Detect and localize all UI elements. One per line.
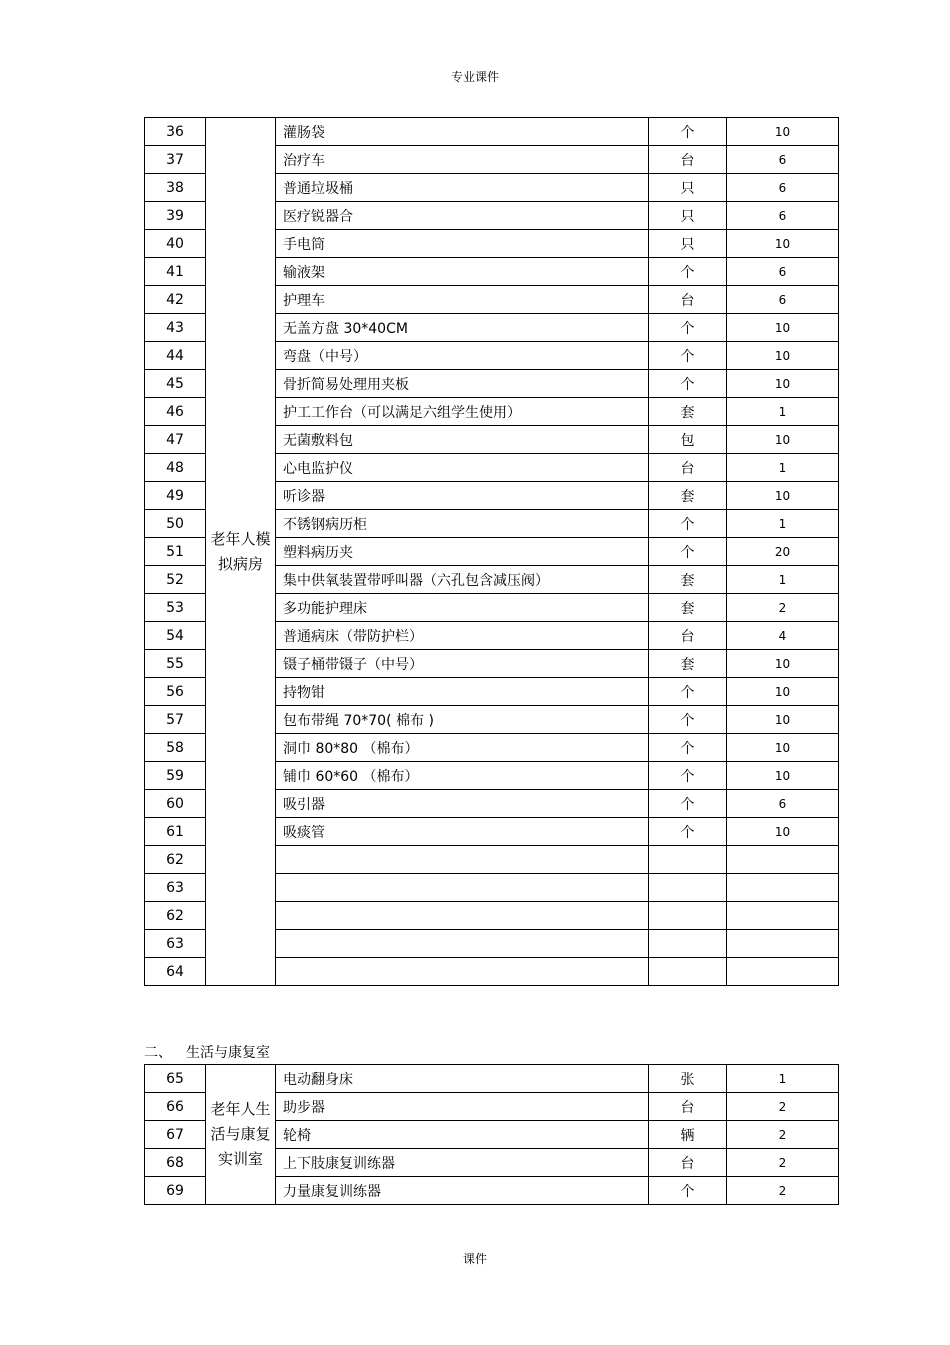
item-name: 心电监护仪 [276,454,649,482]
item-name: 铺巾 60*60 （棉布） [276,762,649,790]
page-header: 专业课件 [450,70,499,84]
row-number: 56 [145,678,206,706]
item-name: 不锈钢病历柜 [276,510,649,538]
item-unit [649,930,727,958]
item-name: 包布带绳 70*70( 棉布 ) [276,706,649,734]
row-number: 68 [145,1149,206,1177]
room-name: 老年人生活与康复实训室 [206,1065,276,1205]
item-unit: 只 [649,230,727,258]
item-name: 无盖方盘 30*40CM [276,314,649,342]
item-name: 多功能护理床 [276,594,649,622]
item-unit: 个 [649,370,727,398]
row-number: 59 [145,762,206,790]
item-quantity: 10 [727,650,839,678]
item-quantity [727,874,839,902]
item-quantity: 10 [727,818,839,846]
item-quantity: 6 [727,790,839,818]
item-quantity: 10 [727,230,839,258]
item-name [276,930,649,958]
row-number: 40 [145,230,206,258]
item-unit: 台 [649,1149,727,1177]
row-number: 49 [145,482,206,510]
row-number: 44 [145,342,206,370]
item-name: 上下肢康复训练器 [276,1149,649,1177]
item-name: 治疗车 [276,146,649,174]
item-quantity: 1 [727,1065,839,1093]
item-unit: 台 [649,286,727,314]
item-unit: 个 [649,762,727,790]
item-unit: 套 [649,398,727,426]
item-unit: 张 [649,1065,727,1093]
item-unit: 个 [649,258,727,286]
item-unit: 套 [649,594,727,622]
item-unit: 个 [649,818,727,846]
item-quantity: 1 [727,566,839,594]
item-name: 护工工作台（可以满足六组学生使用） [276,398,649,426]
item-unit: 台 [649,622,727,650]
item-name: 洞巾 80*80 （棉布） [276,734,649,762]
item-quantity: 2 [727,1093,839,1121]
item-unit: 只 [649,174,727,202]
item-name [276,958,649,986]
item-unit: 个 [649,706,727,734]
item-name: 塑料病历夹 [276,538,649,566]
item-quantity: 10 [727,370,839,398]
equipment-table-rehab [144,1064,839,1205]
item-quantity [727,958,839,986]
item-quantity: 10 [727,762,839,790]
table-row [145,118,839,146]
item-unit: 台 [649,454,727,482]
item-unit: 套 [649,566,727,594]
item-unit: 台 [649,1093,727,1121]
row-number: 53 [145,594,206,622]
item-name: 普通垃圾桶 [276,174,649,202]
item-name: 听诊器 [276,482,649,510]
item-unit: 套 [649,482,727,510]
item-name [276,846,649,874]
item-name: 集中供氧装置带呼叫器（六孔包含减压阀） [276,566,649,594]
item-quantity: 2 [727,594,839,622]
item-quantity: 6 [727,258,839,286]
row-number: 45 [145,370,206,398]
row-number: 39 [145,202,206,230]
item-quantity: 2 [727,1121,839,1149]
row-number: 41 [145,258,206,286]
row-number: 55 [145,650,206,678]
item-quantity [727,930,839,958]
item-quantity: 10 [727,314,839,342]
row-number: 63 [145,874,206,902]
row-number: 38 [145,174,206,202]
item-unit: 个 [649,342,727,370]
item-unit: 个 [649,538,727,566]
item-unit: 辆 [649,1121,727,1149]
item-quantity: 10 [727,678,839,706]
item-name: 镊子桶带镊子（中号） [276,650,649,678]
row-number: 61 [145,818,206,846]
item-quantity: 1 [727,454,839,482]
row-number: 69 [145,1177,206,1205]
item-quantity: 10 [727,342,839,370]
item-quantity: 6 [727,286,839,314]
item-name: 力量康复训练器 [276,1177,649,1205]
item-name: 电动翻身床 [276,1065,649,1093]
item-quantity: 20 [727,538,839,566]
item-unit [649,846,727,874]
row-number: 62 [145,846,206,874]
item-name: 助步器 [276,1093,649,1121]
section-number: 二、 [144,1045,172,1061]
section-heading [144,1042,270,1062]
table-row [145,1065,839,1093]
item-quantity: 10 [727,426,839,454]
item-unit: 个 [649,734,727,762]
item-quantity: 6 [727,146,839,174]
item-name: 吸痰管 [276,818,649,846]
row-number: 47 [145,426,206,454]
item-name: 骨折简易处理用夹板 [276,370,649,398]
room-name: 老年人模拟病房 [206,118,276,986]
item-unit: 套 [649,650,727,678]
item-unit [649,874,727,902]
item-quantity: 2 [727,1177,839,1205]
item-quantity: 1 [727,510,839,538]
item-unit: 个 [649,1177,727,1205]
item-name: 医疗锐器合 [276,202,649,230]
item-unit: 个 [649,790,727,818]
item-name [276,902,649,930]
row-number: 52 [145,566,206,594]
item-name: 输液架 [276,258,649,286]
row-number: 54 [145,622,206,650]
row-number: 36 [145,118,206,146]
item-quantity: 1 [727,398,839,426]
item-name [276,874,649,902]
item-unit: 个 [649,678,727,706]
item-unit: 个 [649,314,727,342]
item-quantity: 2 [727,1149,839,1177]
row-number: 43 [145,314,206,342]
item-name: 吸引器 [276,790,649,818]
item-quantity: 6 [727,174,839,202]
item-unit: 台 [649,146,727,174]
item-quantity: 10 [727,482,839,510]
item-unit: 个 [649,510,727,538]
equipment-table-ward [144,117,839,986]
row-number: 64 [145,958,206,986]
row-number: 50 [145,510,206,538]
page-footer: 课件 [462,1252,487,1266]
item-quantity: 10 [727,118,839,146]
row-number: 42 [145,286,206,314]
row-number: 65 [145,1065,206,1093]
item-quantity: 10 [727,706,839,734]
item-unit [649,902,727,930]
row-number: 62 [145,902,206,930]
item-name: 持物钳 [276,678,649,706]
section-title: 生活与康复室 [186,1045,270,1061]
item-quantity [727,846,839,874]
item-unit: 个 [649,118,727,146]
item-unit: 包 [649,426,727,454]
row-number: 46 [145,398,206,426]
item-quantity [727,902,839,930]
row-number: 51 [145,538,206,566]
item-quantity: 10 [727,734,839,762]
item-name: 灌肠袋 [276,118,649,146]
item-unit [649,958,727,986]
row-number: 60 [145,790,206,818]
item-name: 轮椅 [276,1121,649,1149]
row-number: 57 [145,706,206,734]
item-name: 普通病床（带防护栏） [276,622,649,650]
item-unit: 只 [649,202,727,230]
row-number: 67 [145,1121,206,1149]
row-number: 66 [145,1093,206,1121]
item-name: 弯盘（中号） [276,342,649,370]
item-quantity: 4 [727,622,839,650]
row-number: 58 [145,734,206,762]
item-name: 护理车 [276,286,649,314]
row-number: 37 [145,146,206,174]
item-name: 手电筒 [276,230,649,258]
item-name: 无菌敷料包 [276,426,649,454]
row-number: 63 [145,930,206,958]
item-quantity: 6 [727,202,839,230]
row-number: 48 [145,454,206,482]
